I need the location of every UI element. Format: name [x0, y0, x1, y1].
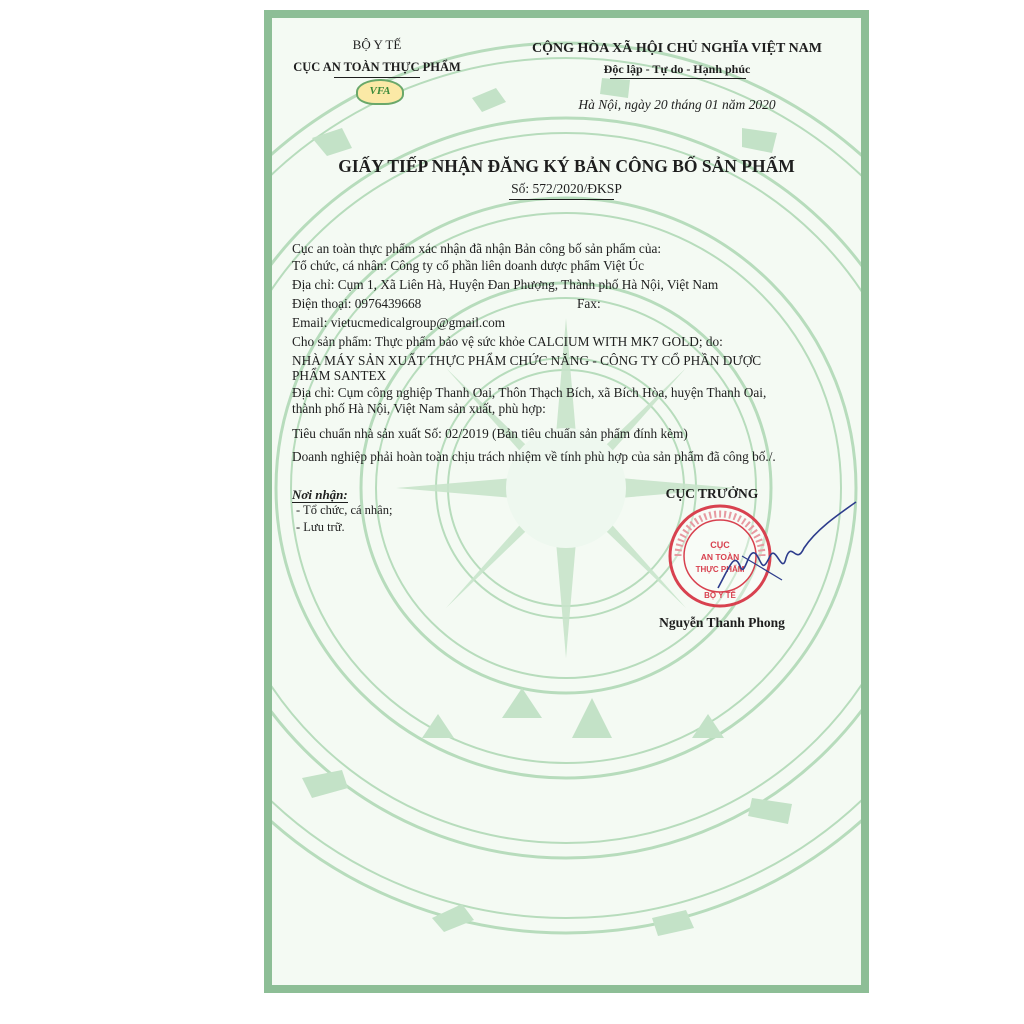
- country-name: CỘNG HÒA XÃ HỘI CHỦ NGHĨA VIỆT NAM: [531, 41, 822, 56]
- certificate-page: [264, 10, 869, 993]
- handwritten-signature: [712, 496, 862, 606]
- recipient-item: - Lưu trữ.: [296, 520, 345, 534]
- header-left-underline: [334, 77, 420, 78]
- motto-underline: [610, 78, 746, 79]
- document-number: Số: 572/2020/ĐKSP: [511, 181, 622, 196]
- signer-name: Nguyễn Thanh Phong: [659, 615, 785, 630]
- document-title: GIẤY TIẾP NHẬN ĐĂNG KÝ BẢN CÔNG BỐ SẢN PHẨM: [338, 156, 795, 176]
- vfa-logo-text: VFA: [369, 85, 391, 97]
- issue-date: Hà Nội, ngày 20 tháng 01 năm 2020: [578, 97, 776, 112]
- vfa-logo: [356, 79, 404, 105]
- ministry-name: BỘ Y TẾ: [352, 37, 402, 52]
- signer-title: CỤC TRƯỞNG: [665, 486, 759, 501]
- address-line: Địa chỉ: Cụm 1, Xã Liên Hà, Huyện Đan Phượng, Thành phố Hà Nội, Việt Nam: [292, 277, 719, 292]
- stamp-text-line-3: THỰC PHẨM: [695, 565, 745, 574]
- stamp-text-line-1: CỤC: [710, 540, 730, 550]
- manufacturer-address-line-1: Địa chỉ: Cụm công nghiệp Thanh Oai, Thôn Thạch Bích, xã Bích Hòa, huyện Thanh Oai,: [292, 385, 767, 400]
- email-line: Email: vietucmedicalgroup@gmail.com: [292, 315, 506, 330]
- phone-line: Điện thoại: 0976439668: [292, 296, 422, 311]
- intro-line: Cục an toàn thực phẩm xác nhận đã nhận Bản công bố sản phẩm của:: [292, 241, 662, 256]
- number-underline: [509, 199, 614, 200]
- standard-line: Tiêu chuẩn nhà sản xuất Số: 02/2019 (Bản tiêu chuẩn sản phẩm đính kèm): [292, 426, 688, 441]
- stamp-ring-text: BỘ Y TẾ: [704, 591, 736, 600]
- manufacturer-line-2: PHẨM SANTEX: [292, 368, 387, 383]
- stamp-text-line-2: AN TOÀN: [700, 552, 740, 562]
- department-name: CỤC AN TOÀN THỰC PHẨM: [293, 60, 461, 74]
- manufacturer-line-1: NHÀ MÁY SẢN XUẤT THỰC PHẨM CHỨC NĂNG - CÔNG TY CỔ PHẦN DƯỢC: [292, 353, 762, 368]
- organization-line: Tổ chức, cá nhân: Công ty cổ phần liên doanh dược phẩm Việt Úc: [292, 258, 644, 273]
- product-line: Cho sản phẩm: Thực phẩm bảo vệ sức khỏe CALCIUM WITH MK7 GOLD; do:: [292, 334, 723, 349]
- recipients-heading: Nơi nhận:: [292, 487, 348, 502]
- motto: Độc lập - Tự do - Hạnh phúc: [603, 62, 751, 76]
- fax-line: Fax:: [577, 296, 601, 311]
- manufacturer-address-line-2: thành phố Hà Nội, Việt Nam sản xuất, phù hợp:: [292, 401, 546, 416]
- recipient-item: - Tổ chức, cá nhân;: [296, 503, 393, 517]
- responsibility-line: Doanh nghiệp phải hoàn toàn chịu trách nhiệm về tính phù hợp của sản phẩm đã công bố./.: [292, 449, 776, 464]
